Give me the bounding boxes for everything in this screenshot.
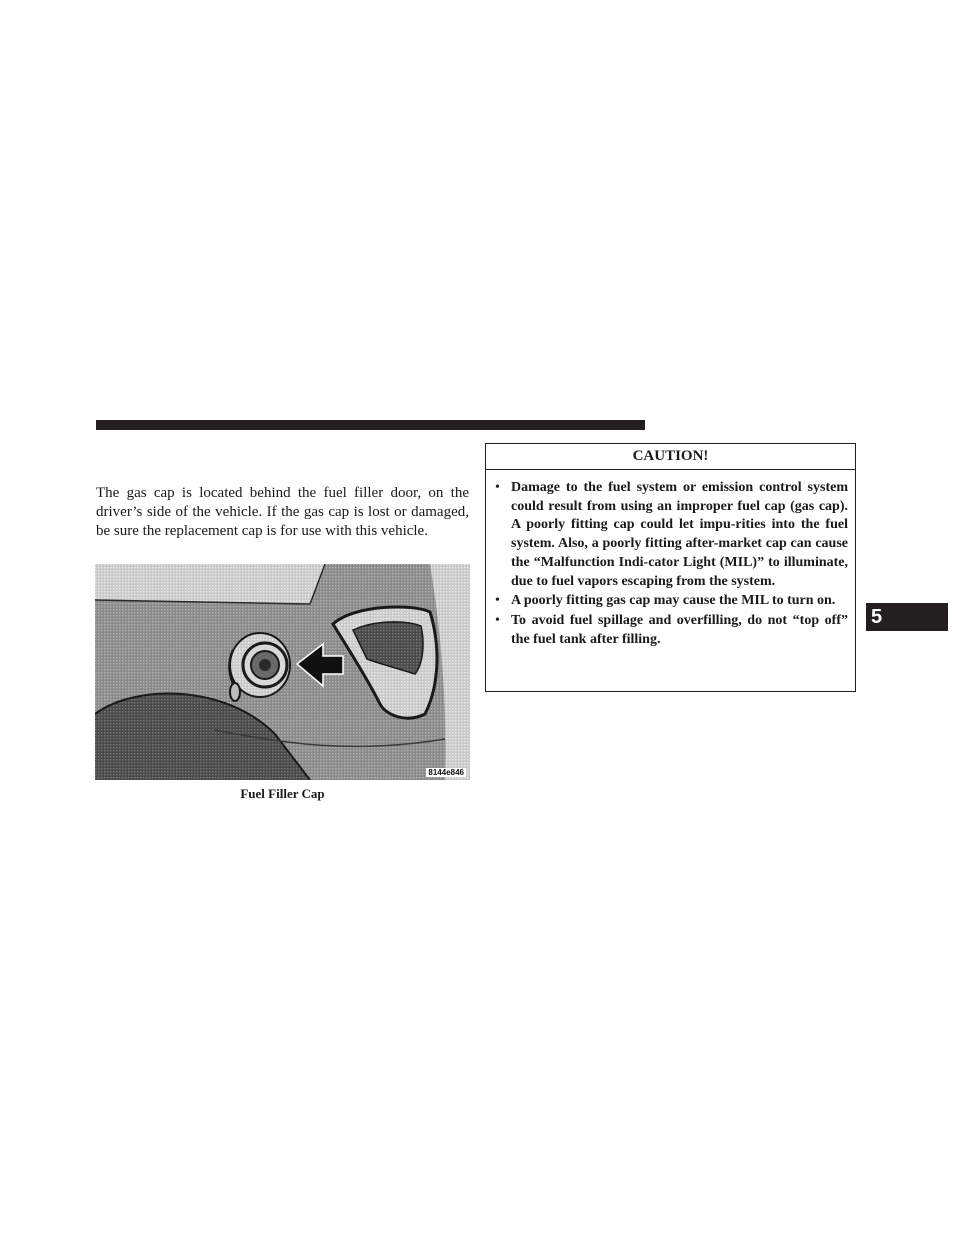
caution-item-mil-turn-on [494,592,848,611]
bullet-icon: • [495,593,500,609]
bullet-icon: • [495,612,500,628]
caution-box [485,443,856,692]
section-top-rule [96,420,645,430]
gas-cap-location-paragraph: The gas cap is located behind the fuel filler door, on the driver’s side of the vehicle. If the gas cap is lost or damaged, be sure the replacement cap is for use with this vehicle. [96,485,469,539]
fuel-filler-cap-illustration [95,564,470,780]
figure-reference-code: 8144e846 [428,768,464,777]
caution-item-improper-cap [494,479,848,591]
fuel-filler-cap-drawing [95,564,470,780]
caution-item-text: Damage to the fuel system or emission control system could result from using an improper fuel cap (gas cap). A poorly fitting cap could let impu-rities into the fuel system. Also, a poorly fitting after-market cap can cause the “Malfunction Indi-cator Light (MIL)” to illuminate, due to fuel vapors escaping from the system. [511,480,848,589]
caution-item-text: To avoid fuel spillage and overfilling, do not “top off” the fuel tank after filling. [511,612,848,647]
caution-list [486,470,855,649]
caution-title: CAUTION! [486,444,855,470]
caution-item-top-off [494,612,848,649]
figure-caption: Fuel Filler Cap [240,786,325,801]
caution-item-text: A poorly fitting gas cap may cause the MIL to turn on. [511,593,836,609]
bullet-icon: • [495,480,500,495]
chapter-tab: 5 [866,603,948,631]
